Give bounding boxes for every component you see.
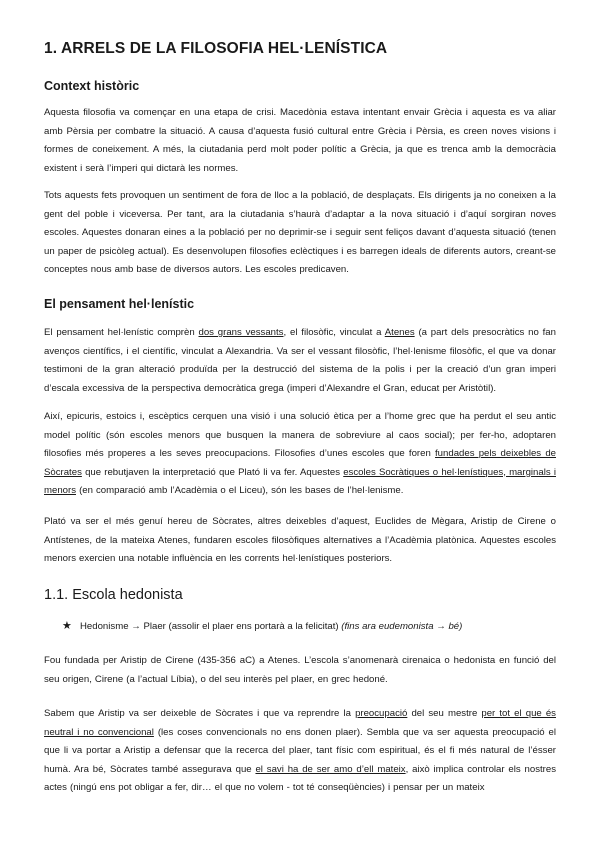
text-run: Així, epicuris, estoics i, escèptics cerquen una visió i una solució ètica per a l’home grec que ha perdut el seu antic model polític (són escoles menors que busquen la manera de sobreviure al caos social); per fer-ho, adoptaren filosofies més properes a les seves preocupacions. Filosofies d’unes escoles que foren <box>44 411 556 459</box>
text-run: Hedonisme → Plaer (assolir el plaer ens portarà a la felicitat) <box>80 621 342 632</box>
text-run: (a part dels presocràtics no fan avenços científics, i el científic, vinculat a Alexandria. Va ser el vessant filosòfic, l’hel·lenisme filosòfic, el que va donar testimoni de la gran alteració produïda per la destrucció del sistema de la polis i per la creació d’un gran imperi d’escala excessiva de la perspectiva democràtica grega (imperi d’Alexandre el Gran, educat per Aristòtil). <box>44 327 556 394</box>
text-run: que rebutjaven la interpretació que Plató li va fer. Aquestes <box>81 466 344 478</box>
paragraph-pensament-2 <box>44 408 556 501</box>
text-run: (en comparació amb l’Acadèmia o el Liceu), són les bases de l’hel·lenisme. <box>76 485 404 496</box>
text-run: , el filosòfic, vinculat a <box>283 327 385 338</box>
paragraph-pensament-3: Plató va ser el més genuí hereu de Sòcrates, altres deixebles d’aquest, Euclides de Mègara, Aristip de Cirene o Antístenes, de la mateixa Atenes, fundaren escoles filosòfiques alternatives a l’Acadèmia platònica. Aquestes escoles menors exercien una notable influència en les corrents hel·lenístiques posteriors. <box>44 516 556 564</box>
text-run: del seu mestre <box>407 708 482 719</box>
underlined-text: escoles Socràtiques o hel·lenístiques, marginals i menors <box>44 466 556 496</box>
underlined-text: per tot el que és neutral i no convencional <box>44 708 556 738</box>
text-run: , això implica controlar els nostres actes (ningú ens pot obligar a fer, dir… el que no volem - tot té conseqüències) i pensar per un mateix <box>44 763 557 793</box>
page-title: 1. ARRELS DE LA FILOSOFIA HEL·LENÍSTICA <box>44 40 388 57</box>
underlined-text: dos grans vessants <box>198 327 284 338</box>
star-icon: ★ <box>62 620 72 632</box>
heading-pensament-hellenistic: El pensament hel·lenístic <box>44 297 195 311</box>
paragraph-hedonista-2 <box>44 705 556 798</box>
heading-context-historic: Context històric <box>44 79 140 93</box>
underlined-text: fundades pels deixebles de Sòcrates <box>44 448 556 478</box>
underlined-text: el savi ha de ser amo d’ell mateix <box>255 763 406 775</box>
text-run: El pensament hel·lenístic comprèn <box>44 327 199 338</box>
bullet-hedonisme <box>62 617 462 636</box>
paragraph-context-1: Aquesta filosofia va començar en una etapa de crisi. Macedònia estava intentant envair Grècia i aquesta es va aliar amb Pèrsia per combatre la situació. A causa d’aquesta fusió cultural entre Grècia i Pèrsia, es creen noves visions i formes de coneixement. A més, la ciutadania perd molt poder polític a Grècia, ja que es trenca amb la democràcia existent i serà l’imperi qui dictarà les normes. <box>44 107 556 174</box>
paragraph-pensament-1 <box>44 324 556 398</box>
paragraph-hedonista-1: Fou fundada per Aristip de Cirene (435-356 aC) a Atenes. L’escola s’anomenarà cirenaica o hedonista en funció del seu origen, Cirene (a l’actual Líbia), o del seu interès pel plaer, en grec hedoné. <box>44 655 556 685</box>
text-run: Sabem que Aristip va ser deixeble de Sòcrates i que va reprendre la <box>44 708 356 719</box>
heading-escola-hedonista: 1.1. Escola hedonista <box>44 587 183 603</box>
text-run: (les coses convencionals no ens donen plaer). Sembla que va ser aquesta preocupació el que li va portar a Aristip a defensar que la recerca del plaer, tant físic com espiritual, és el fi més natural de l’ésser humà. Ara bé, Sòcrates també assegurava que <box>44 726 556 775</box>
italic-text: (fins ara eudemonista → bé) <box>341 621 463 632</box>
paragraph-context-2: Tots aquests fets provoquen un sentiment de fora de lloc a la població, de desplaçats. Els dirigents ja no coneixen a la gent del poble i viceversa. Per tant, ara la ciutadania s’haurà d’adaptar a la nova situació i d’aquí sorgiran noves escoles. Aquestes donaran eines a la població per no deprimir-se i seguir sent feliços davant d’aquesta situació (tenen un paper de psicòleg actual). Es desenvolupen filosofies eclèctiques i es barregen ideals de diferents autors, creant-se conceptes nous amb base de diversos autors. Les escoles predicaven. <box>44 190 556 275</box>
underlined-text: Atenes <box>384 327 415 338</box>
underlined-text: preocupació <box>355 708 408 719</box>
